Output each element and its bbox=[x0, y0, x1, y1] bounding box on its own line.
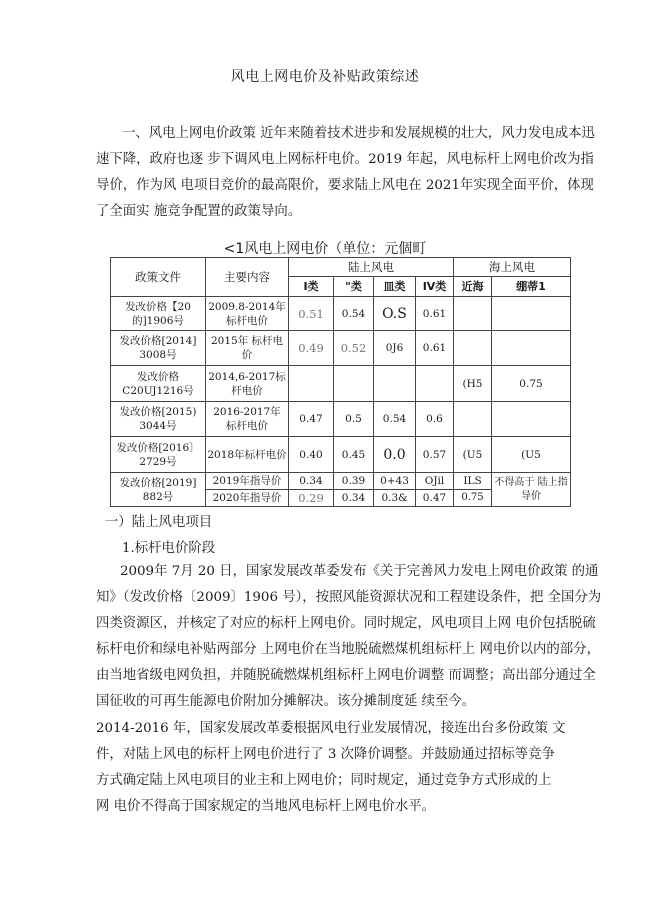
header-intertidal: 绷蒂1 bbox=[492, 277, 571, 297]
paragraph-line: 由当地省级电网负担，并随脱硫燃煤机组标杆上网电价调整 而调整；高出部分通过全 bbox=[96, 668, 596, 683]
header-class-3: 皿类 bbox=[374, 277, 416, 297]
price-intertidal: 不得高于 陆上指导价 bbox=[492, 473, 571, 507]
subsection-heading: 1.标杆电价阶段 bbox=[122, 541, 216, 556]
price-class-3: 0.54 bbox=[374, 402, 416, 437]
table-header-row bbox=[111, 258, 571, 277]
price-nearshore bbox=[454, 297, 492, 331]
price-class-3: 0+43 bbox=[374, 473, 416, 490]
paragraph-line: 国征收的可再生能源电价附加分摊解决。该分摊制度延 续至今。 bbox=[96, 694, 476, 709]
page-title: 风电上网电价及补贴政策综述 bbox=[230, 69, 420, 85]
price-class-1: 0.40 bbox=[289, 437, 334, 473]
header-class-1: I类 bbox=[289, 277, 334, 297]
policy-doc: 发改价格[2014] 3008号 bbox=[111, 331, 206, 366]
price-class-4: 0.57 bbox=[416, 437, 454, 473]
intro-line: 导价，作为风 电项目竞价的最高限价，要求陆上风电在 2021年实现全面平价，体现 bbox=[96, 178, 594, 193]
price-intertidal: (U5 bbox=[492, 437, 571, 473]
price-class-4 bbox=[416, 366, 454, 402]
table-row bbox=[111, 437, 571, 473]
price-class-4: 0.61 bbox=[416, 331, 454, 366]
policy-content: 2020年指导价 bbox=[206, 490, 289, 507]
price-class-4: 0.61 bbox=[416, 297, 454, 331]
price-nearshore bbox=[454, 331, 492, 366]
policy-content: 2019年指导价 bbox=[206, 473, 289, 490]
policy-doc: 发改价格[2016〕2729号 bbox=[111, 437, 206, 473]
price-class-3: 0.3& bbox=[374, 490, 416, 507]
paragraph-line: 方式确定陆上风电项目的业主和上网电价；同时规定，通过竞争方式形成的上 bbox=[96, 773, 552, 788]
policy-content: 2009.8-2014年标杆电价 bbox=[206, 297, 289, 331]
table-row bbox=[111, 331, 571, 366]
price-class-1: 0.49 bbox=[289, 331, 334, 366]
table-caption: <1风电上网电价（单位：元個町 bbox=[223, 241, 427, 257]
price-class-4: 0.47 bbox=[416, 490, 454, 507]
price-intertidal: 0.75 bbox=[492, 366, 571, 402]
price-class-3: O.S bbox=[374, 297, 416, 331]
price-class-3: 0J6 bbox=[374, 331, 416, 366]
price-nearshore: ILS bbox=[454, 473, 492, 490]
price-class-2 bbox=[334, 366, 374, 402]
intro-line: 了全面实 施竞争配置的政策导向。 bbox=[96, 204, 302, 219]
policy-doc: 发改价格C20UJ1216号 bbox=[111, 366, 206, 402]
header-policy: 政策文件 bbox=[111, 258, 206, 297]
policy-doc: 发改价格【20的]1906号 bbox=[111, 297, 206, 331]
paragraph-line: 四类资源区，并核定了对应的标杆上网电价。同时规定，风电项目上网 电价包括脱硫 bbox=[96, 616, 596, 631]
price-class-2: 0.52 bbox=[334, 331, 374, 366]
section-heading: 一）陆上风电项目 bbox=[105, 515, 213, 530]
paragraph-line: 网 电价不得高于国家规定的当地风电标杆上网电价水平。 bbox=[96, 799, 436, 814]
price-intertidal bbox=[492, 331, 571, 366]
price-class-1: 0.51 bbox=[289, 297, 334, 331]
price-nearshore: (H5 bbox=[454, 366, 492, 402]
paragraph-line: 知》（发改价格〔2009〕1906 号），按照风能资源状况和工程建设条件，把 全国分为 bbox=[96, 590, 602, 605]
paragraph-line: 标杆电价和绿电补贴两部分 上网电价在当地脱硫燃煤机组标杆上 网电价以内的部分， bbox=[96, 642, 600, 657]
price-nearshore: 0.75 bbox=[454, 490, 492, 507]
price-class-4: 0.6 bbox=[416, 402, 454, 437]
header-class-4: IV类 bbox=[416, 277, 454, 297]
price-class-2: 0.45 bbox=[334, 437, 374, 473]
policy-doc: 发改价格[2019] 882号 bbox=[111, 473, 206, 507]
price-class-2: 0.39 bbox=[334, 473, 374, 490]
header-content: 主要内容 bbox=[206, 258, 289, 297]
price-class-1: 0.29 bbox=[289, 490, 334, 507]
paragraph-line: 2009年 7月 20 日，国家发展改革委发布《关于完善风力发电上网电价政策 的通 bbox=[120, 564, 599, 579]
policy-content: 2016-2017年 标杆电价 bbox=[206, 402, 289, 437]
paragraph-line: 2014-2016 年，国家发展改革委根据风电行业发展情况，接连出台多份政策 文 bbox=[96, 721, 566, 736]
price-intertidal bbox=[492, 402, 571, 437]
price-intertidal bbox=[492, 297, 571, 331]
price-class-1: 0.47 bbox=[289, 402, 334, 437]
price-class-2: 0.34 bbox=[334, 490, 374, 507]
price-class-1 bbox=[289, 366, 334, 402]
table-row bbox=[111, 366, 571, 402]
table-row bbox=[111, 297, 571, 331]
price-class-3: 0.0 bbox=[374, 437, 416, 473]
intro-line: 一、风电上网电价政策 近年来随着技术进步和发展规模的壮大，风力发电成本迅 bbox=[122, 126, 595, 141]
policy-content: 2015年 标杆电价 bbox=[206, 331, 289, 366]
policy-content: 2018年标杆电价 bbox=[206, 437, 289, 473]
header-nearshore: 近海 bbox=[454, 277, 492, 297]
policy-doc: 发改价格[2015) 3044号 bbox=[111, 402, 206, 437]
header-class-2: "类 bbox=[334, 277, 374, 297]
price-class-1: 0.34 bbox=[289, 473, 334, 490]
price-table bbox=[110, 257, 571, 507]
price-class-4: OJil bbox=[416, 473, 454, 490]
intro-line: 速下降，政府也逐 步下调风电上网标杆电价。2019 年起，风电标杆上网电价改为指 bbox=[96, 152, 594, 167]
price-class-3 bbox=[374, 366, 416, 402]
policy-content: 2014,6-2017标杆电价 bbox=[206, 366, 289, 402]
price-nearshore bbox=[454, 402, 492, 437]
paragraph-line: 件，对陆上风电的标杆上网电价进行了 3 次降价调整。并鼓励通过招标等竞争 bbox=[96, 747, 555, 762]
price-class-2: 0.54 bbox=[334, 297, 374, 331]
table-row bbox=[111, 473, 571, 490]
price-nearshore: (U5 bbox=[454, 437, 492, 473]
price-class-2: 0.5 bbox=[334, 402, 374, 437]
header-offshore: 海上风电 bbox=[454, 258, 571, 277]
header-onshore: 陆上风电 bbox=[289, 258, 454, 277]
table-row bbox=[111, 402, 571, 437]
